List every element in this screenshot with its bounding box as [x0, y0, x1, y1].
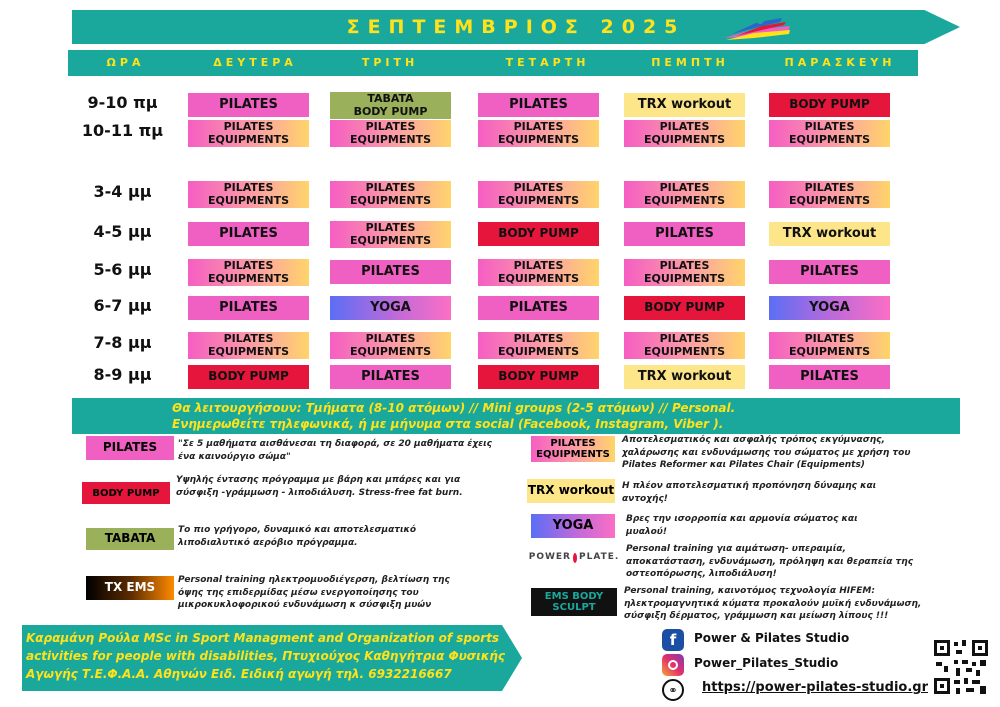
class-label: PILATES [365, 332, 416, 346]
class-label: YOGA [370, 299, 411, 315]
legend-badge-pilates-equipments [531, 436, 615, 462]
class-label: EQUIPMENTS [788, 193, 871, 207]
facebook-link[interactable]: Power & Pilates Studio [694, 631, 850, 645]
website-link[interactable]: https://power-pilates-studio.gr [702, 680, 929, 695]
legend-badge-trx: TRX workout [527, 479, 615, 503]
class-label: EQUIPMENTS [207, 344, 290, 358]
class-cell-friday [769, 332, 890, 359]
class-label: PILATES [223, 181, 274, 195]
class-cell-monday [188, 222, 309, 246]
info-text [172, 400, 932, 432]
class-label: BODY PUMP [208, 369, 289, 384]
class-label: PILATES [513, 259, 564, 273]
class-label: EQUIPMENTS [788, 132, 871, 146]
class-label: PILATES [804, 181, 855, 195]
class-label: PILATES [509, 299, 568, 315]
column-header-wednesday: ΤΕΤΑΡΤΗ [505, 56, 590, 69]
class-cell-friday [769, 296, 890, 320]
legend-badge-emsbodysculpt-line1: EMS BODY [544, 591, 604, 602]
time-slot: 3-4 μμ [93, 182, 152, 201]
legend-text-powerplate: Personal training για αιμάτωση- υπεραιμία, αποκατάσταση, ενδυνάμωση, πρόληψη και θεραπεία της οστεοπόρωσης, λιποδιάλυση! [626, 544, 914, 579]
class-label: BODY PUMP [353, 104, 428, 118]
class-label: BODY PUMP [644, 300, 725, 315]
legend-badge-powerplate [528, 546, 620, 570]
class-cell-thursday [624, 181, 745, 208]
class-label: TABATA [367, 92, 414, 106]
link-icon: ⚭ [662, 679, 684, 701]
studio-logo [722, 12, 792, 42]
class-label: BODY PUMP [498, 369, 579, 384]
page-title: ΣΕΠΤΕΜΒΡΙΟΣ 2025 [346, 16, 686, 38]
class-cell-thursday [624, 120, 745, 147]
class-cell-tuesday [330, 120, 451, 147]
class-cell-tuesday [330, 260, 451, 284]
class-label: PILATES [219, 225, 278, 241]
class-cell-thursday [624, 296, 745, 320]
instagram-link[interactable]: Power_Pilates_Studio [694, 656, 839, 670]
legend-badge-pilates: PILATES [86, 436, 174, 460]
time-slot: 6-7 μμ [93, 296, 152, 315]
class-label: EQUIPMENTS [643, 344, 726, 358]
class-label: PILATES [219, 299, 278, 315]
class-cell-monday [188, 296, 309, 320]
class-label: EQUIPMENTS [207, 271, 290, 285]
class-label: EQUIPMENTS [643, 271, 726, 285]
class-label: EQUIPMENTS [788, 344, 871, 358]
power-plate-icon [573, 553, 577, 563]
class-cell-friday [769, 181, 890, 208]
class-label: PILATES [513, 120, 564, 134]
class-label: PILATES [361, 368, 420, 384]
class-label: EQUIPMENTS [207, 193, 290, 207]
class-cell-tuesday [330, 365, 451, 389]
class-cell-friday [769, 93, 890, 117]
class-label: PILATES [223, 120, 274, 134]
class-label: PILATES [219, 96, 278, 112]
class-cell-tuesday [330, 332, 451, 359]
class-cell-monday [188, 181, 309, 208]
legend-badge-powerplate-word1: POWER [528, 552, 571, 563]
column-header-tuesday: ΤΡΙΤΗ [361, 56, 419, 69]
class-cell-tuesday [330, 181, 451, 208]
time-slot: 8-9 μμ [93, 365, 152, 384]
column-header-thursday: ΠΕΜΠΤΗ [651, 56, 729, 69]
class-label: EQUIPMENTS [207, 132, 290, 146]
instagram-icon[interactable] [662, 654, 684, 676]
class-cell-thursday [624, 222, 745, 246]
class-label: PILATES [513, 332, 564, 346]
class-label: PILATES [513, 181, 564, 195]
time-slot: 7-8 μμ [93, 333, 152, 352]
class-cell-tuesday [330, 296, 451, 320]
class-cell-friday [769, 260, 890, 284]
legend-text-txems: Personal training ηλεκτρομυοδιέγερση, βελτίωση της όψης της επιδερμίδας μέσω ενεργοποίησης του μικροκυκλοφορικού ενδυνάμωση κ σύσφιξη μυών [178, 575, 450, 610]
class-label: PILATES [659, 120, 710, 134]
legend-text-yoga: Βρες την ισορροπία και αρμονία σώματος και μυαλού! [626, 514, 858, 537]
legend-text-emsbodysculpt: Personal training, καινοτόμος τεχνολογία HIFEM: ηλεκτρομαγνητικά κύματα προκαλούν μυϊκή ενδυνάμωση, σύσφιξη δέρματος, γράμμωση και μείωση λίπους !!! [624, 586, 922, 621]
class-cell-thursday [624, 93, 745, 117]
legend-badge-pilates-equipments-line2: EQUIPMENTS [536, 449, 610, 460]
info-line-2: Ενημερωθείτε τηλεφωνικά, ή με μήνυμα στα social (Facebook, Instagram, Viber ). [172, 417, 724, 431]
class-label: YOGA [809, 299, 850, 315]
class-label: EQUIPMENTS [349, 193, 432, 207]
class-label: TRX workout [637, 96, 732, 112]
time-slot: 9-10 πμ [87, 93, 158, 112]
legend-text-pilates-equipments: Αποτελεσματικός και ασφαλής τρόπος εκγύμνασης, χαλάρωσης και ενδυνάμωσης του σώματος με χρήση του Pilates Reformer και Pilates Chair (Equipments) [622, 435, 911, 470]
class-label: EQUIPMENTS [349, 344, 432, 358]
class-label: EQUIPMENTS [349, 233, 432, 247]
class-label: EQUIPMENTS [497, 132, 580, 146]
class-label: PILATES [223, 332, 274, 346]
class-label: PILATES [659, 332, 710, 346]
class-cell-thursday [624, 259, 745, 286]
class-cell-monday [188, 93, 309, 117]
class-cell-monday [188, 332, 309, 359]
class-label: PILATES [509, 96, 568, 112]
legend-text-pilates: "Σε 5 μαθήματα αισθάνεσαι τη διαφορά, σε 20 μαθήματα έχεις ένα καινούργιο σώμα" [178, 439, 492, 462]
class-label: EQUIPMENTS [497, 271, 580, 285]
class-label: EQUIPMENTS [497, 193, 580, 207]
time-slot: 4-5 μμ [93, 222, 152, 241]
class-cell-wednesday [478, 296, 599, 320]
legend-text-bodypump: Υψηλής έντασης πρόγραμμα με βάρη και μπάρες και για σύσφιξη -γράμμωση - λιποδιάλυση. Stress-free fat burn. [176, 475, 463, 498]
facebook-icon[interactable]: f [662, 629, 684, 651]
class-cell-wednesday [478, 181, 599, 208]
class-cell-thursday [624, 365, 745, 389]
column-header-time: ΩΡΑ [106, 56, 145, 69]
class-label: PILATES [804, 332, 855, 346]
instructor-text: Καραμάνη Ρούλα MSc in Sport Managment and Organization of sports activities for people with disabilities, Πτυχιούχος Καθηγήτρια Φυσικής Αγωγής Τ.Ε.Φ.Α.Α. Αθηνών Ειδ. Ειδική αγωγή τηλ. 6932216667 [26, 631, 505, 681]
class-cell-wednesday [478, 332, 599, 359]
legend-badge-yoga: YOGA [531, 514, 615, 538]
class-label: EQUIPMENTS [349, 132, 432, 146]
class-cell-friday [769, 120, 890, 147]
class-cell-wednesday [478, 93, 599, 117]
class-label: PILATES [800, 263, 859, 279]
class-label: TRX workout [782, 225, 877, 241]
class-cell-wednesday [478, 259, 599, 286]
info-line-1: Θα λειτουργήσουν: Τμήματα (8-10 ατόμων) // Mini groups (2-5 ατόμων) // Personal. [172, 401, 736, 415]
class-label: PILATES [804, 120, 855, 134]
class-cell-monday [188, 365, 309, 389]
class-label: EQUIPMENTS [497, 344, 580, 358]
class-label: PILATES [365, 120, 416, 134]
class-label: PILATES [659, 181, 710, 195]
legend-badge-txems: TX EMS [86, 576, 174, 600]
class-label: BODY PUMP [498, 226, 579, 241]
class-cell-friday [769, 365, 890, 389]
legend-badge-powerplate-word2: PLATE. [578, 552, 620, 563]
class-cell-wednesday [478, 365, 599, 389]
class-label: PILATES [365, 221, 416, 235]
class-cell-friday [769, 222, 890, 246]
class-label: PILATES [800, 368, 859, 384]
time-slot: 10-11 πμ [81, 121, 164, 140]
class-cell-thursday [624, 332, 745, 359]
class-label: EQUIPMENTS [643, 193, 726, 207]
class-cell-monday [188, 120, 309, 147]
legend-badge-emsbodysculpt-line2: SCULPT [552, 602, 596, 613]
class-label: PILATES [365, 181, 416, 195]
legend-badge-tabata: TABATA [86, 528, 174, 550]
class-label: TRX workout [637, 368, 732, 384]
class-label: PILATES [223, 259, 274, 273]
time-slot: 5-6 μμ [93, 260, 152, 279]
column-header-friday: ΠΑΡΑΣΚΕΥΗ [784, 56, 896, 69]
legend-badge-emsbodysculpt [531, 588, 617, 616]
class-label: EQUIPMENTS [643, 132, 726, 146]
legend-text-tabata: Το πιο γρήγορο, δυναμικό και αποτελεσματικό λιποδιαλυτικό αερόβιο πρόγραμμα. [178, 525, 417, 548]
legend-badge-pilates-equipments-line1: PILATES [550, 438, 596, 449]
class-label: BODY PUMP [789, 97, 870, 112]
class-label: PILATES [655, 225, 714, 241]
class-cell-tuesday [330, 221, 451, 248]
class-label: PILATES [659, 259, 710, 273]
legend-badge-bodypump: BODY PUMP [82, 482, 170, 504]
legend-text-trx: Η πλέον αποτελεσματική προπόνηση δύναμης και αντοχής! [622, 481, 877, 504]
class-cell-wednesday [478, 120, 599, 147]
column-header-monday: ΔΕΥΤΕΡΑ [213, 56, 297, 69]
class-cell-wednesday [478, 222, 599, 246]
qr-code-icon[interactable] [932, 638, 990, 696]
class-cell-monday [188, 259, 309, 286]
class-cell-tuesday [330, 92, 451, 119]
class-label: PILATES [361, 263, 420, 279]
